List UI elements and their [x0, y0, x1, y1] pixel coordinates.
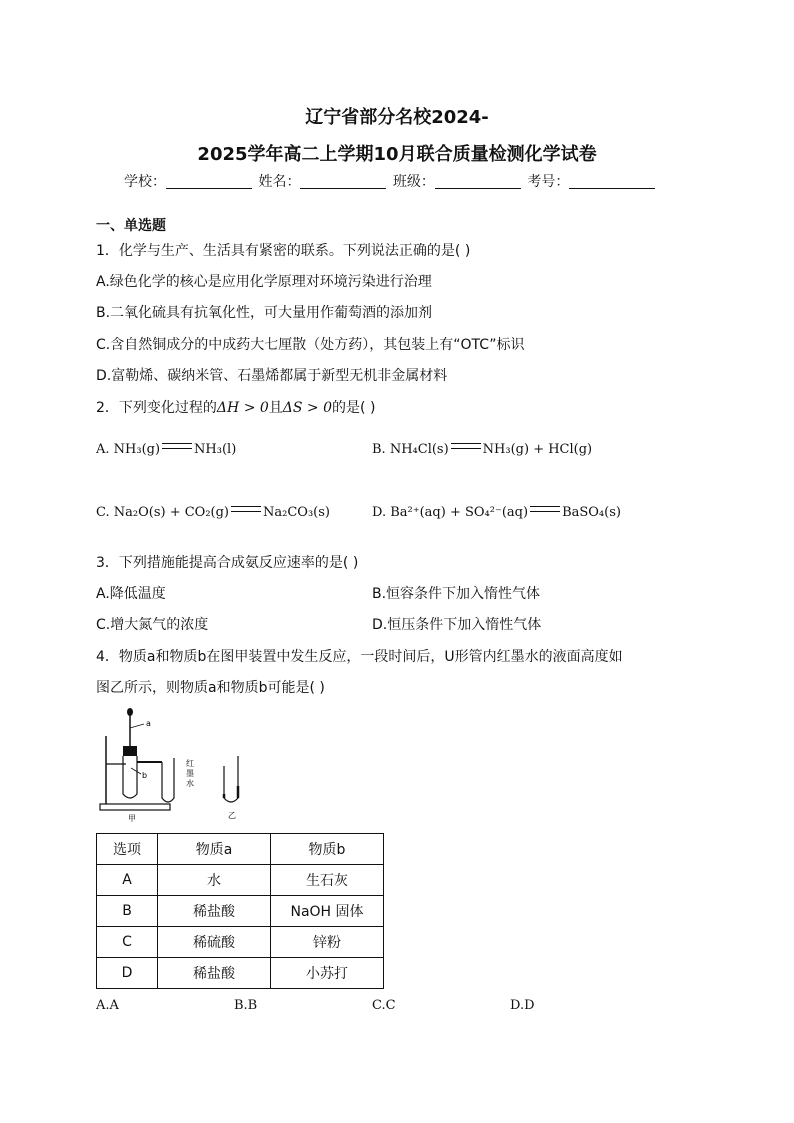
q1-option-a: A.绿色化学的核心是应用化学原理对环境污染进行治理	[96, 274, 432, 290]
q2-c-label: C.	[96, 505, 114, 520]
table-row	[97, 865, 384, 896]
q4-stem-line-1: 4．物质a和物质b在图甲装置中发生反应，一段时间后，U形管内红墨水的液面高度如	[96, 649, 623, 665]
stopper	[123, 746, 137, 756]
label-ink-2: 墨	[186, 769, 194, 778]
q3-option-a: A.降低温度	[96, 586, 166, 602]
table-header-cell: 选项	[97, 834, 158, 865]
q2-option-d	[372, 505, 621, 520]
q2-stem-pre: 2．下列变化过程的	[96, 400, 217, 416]
class-blank[interactable]	[435, 174, 521, 189]
table-header-cell: 物质a	[158, 834, 271, 865]
q2-stem-mid: 且	[268, 400, 283, 416]
table-cell: D	[97, 958, 158, 989]
table-header-row	[97, 834, 384, 865]
table-header-cell: 物质b	[271, 834, 384, 865]
u-tube-yi	[224, 756, 238, 802]
label-b: b	[142, 771, 148, 780]
q2-b-lhs: NH₄Cl(s)	[389, 442, 449, 457]
table-row	[97, 927, 384, 958]
q4-answer-b: B.B	[234, 998, 258, 1013]
q3-option-b: B.恒容条件下加入惰性气体	[372, 586, 541, 602]
equals-sign	[231, 506, 261, 512]
q2-stem-post: 的是( )	[332, 400, 376, 416]
q2-d-label: D.	[372, 505, 391, 520]
exam-number-blank[interactable]	[569, 174, 655, 189]
q2-c-rhs: Na₂CO₃(s)	[263, 505, 330, 520]
q4-answer-a: A.A	[96, 998, 119, 1013]
q2-a-rhs: NH₃(l)	[194, 442, 237, 457]
dropper-bulb	[127, 708, 133, 716]
section-heading: 一、单选题	[96, 218, 166, 234]
q2-d-rhs: BaSO₄(s)	[562, 505, 621, 520]
table-cell: 稀硫酸	[158, 927, 271, 958]
student-info-row	[124, 171, 657, 191]
q3-option-d: D.恒压条件下加入惰性气体	[372, 617, 542, 633]
table-row	[97, 958, 384, 989]
test-tube	[123, 756, 137, 798]
name-blank[interactable]	[300, 174, 386, 189]
table-cell: 水	[158, 865, 271, 896]
q4-options-table	[96, 833, 384, 989]
label-jia: 甲	[128, 814, 136, 823]
q2-a-lhs: NH₃(g)	[113, 442, 161, 457]
q1-option-b: B.二氧化硫具有抗氧化性，可大量用作葡萄酒的添加剂	[96, 305, 433, 321]
apparatus-figure	[96, 706, 256, 824]
u-tube-jia	[162, 758, 174, 802]
equals-sign	[530, 506, 560, 512]
q2-option-b	[372, 442, 592, 457]
q2-c-lhs: Na₂O(s) + CO₂(g)	[113, 505, 229, 520]
exam-number-label: 考号：	[527, 174, 570, 190]
q2-a-label: A.	[96, 442, 114, 457]
table-cell: 锌粉	[271, 927, 384, 958]
label-ink-1: 红	[186, 759, 194, 768]
school-blank[interactable]	[166, 174, 252, 189]
exam-title-line-1: 辽宁省部分名校2024-	[305, 107, 489, 128]
table-cell: B	[97, 896, 158, 927]
school-label: 学校：	[124, 174, 166, 190]
q1-stem: 1．化学与生产、生活具有紧密的联系。下列说法正确的是( )	[96, 243, 471, 259]
table-cell: C	[97, 927, 158, 958]
equals-sign	[451, 443, 481, 449]
q2-b-rhs: NH₃(g) + HCl(g)	[482, 442, 593, 457]
q2-option-a	[96, 442, 236, 457]
q4-answer-d: D.D	[510, 998, 535, 1013]
label-a: a	[146, 719, 151, 728]
name-label: 姓名：	[258, 174, 301, 190]
q2-d-lhs: Ba²⁺(aq) + SO₄²⁻(aq)	[390, 505, 529, 520]
class-label: 班级：	[392, 174, 435, 190]
q4-stem-line-2: 图乙所示，则物质a和物质b可能是( )	[96, 680, 325, 696]
table-cell: 稀盐酸	[158, 958, 271, 989]
table-cell: 小苏打	[271, 958, 384, 989]
label-ink-3: 水	[186, 779, 194, 788]
q4-answer-c: C.C	[372, 998, 396, 1013]
q1-option-d: D.富勒烯、碳纳米管、石墨烯都属于新型无机非金属材料	[96, 368, 448, 384]
q2-delta-s: ΔS > 0	[282, 400, 333, 416]
q1-option-c: C.含自然铜成分的中成药大七厘散（处方药），其包装上有“OTC”标识	[96, 337, 525, 353]
q2-stem	[96, 397, 375, 417]
equals-sign	[162, 443, 192, 449]
exam-title-line-2: 2025学年高二上学期10月联合质量检测化学试卷	[197, 144, 597, 165]
q2-b-label: B.	[372, 442, 390, 457]
table-cell: NaOH 固体	[271, 896, 384, 927]
table-cell: A	[97, 865, 158, 896]
table-cell: 生石灰	[271, 865, 384, 896]
q2-delta-h: ΔH > 0	[216, 400, 269, 416]
stand-base	[100, 804, 170, 810]
q3-option-c: C.增大氮气的浓度	[96, 617, 209, 633]
table-row	[97, 896, 384, 927]
q2-option-c	[96, 505, 330, 520]
q3-stem: 3．下列措施能提高合成氨反应速率的是( )	[96, 555, 359, 571]
table-cell: 稀盐酸	[158, 896, 271, 927]
label-yi: 乙	[228, 811, 236, 820]
